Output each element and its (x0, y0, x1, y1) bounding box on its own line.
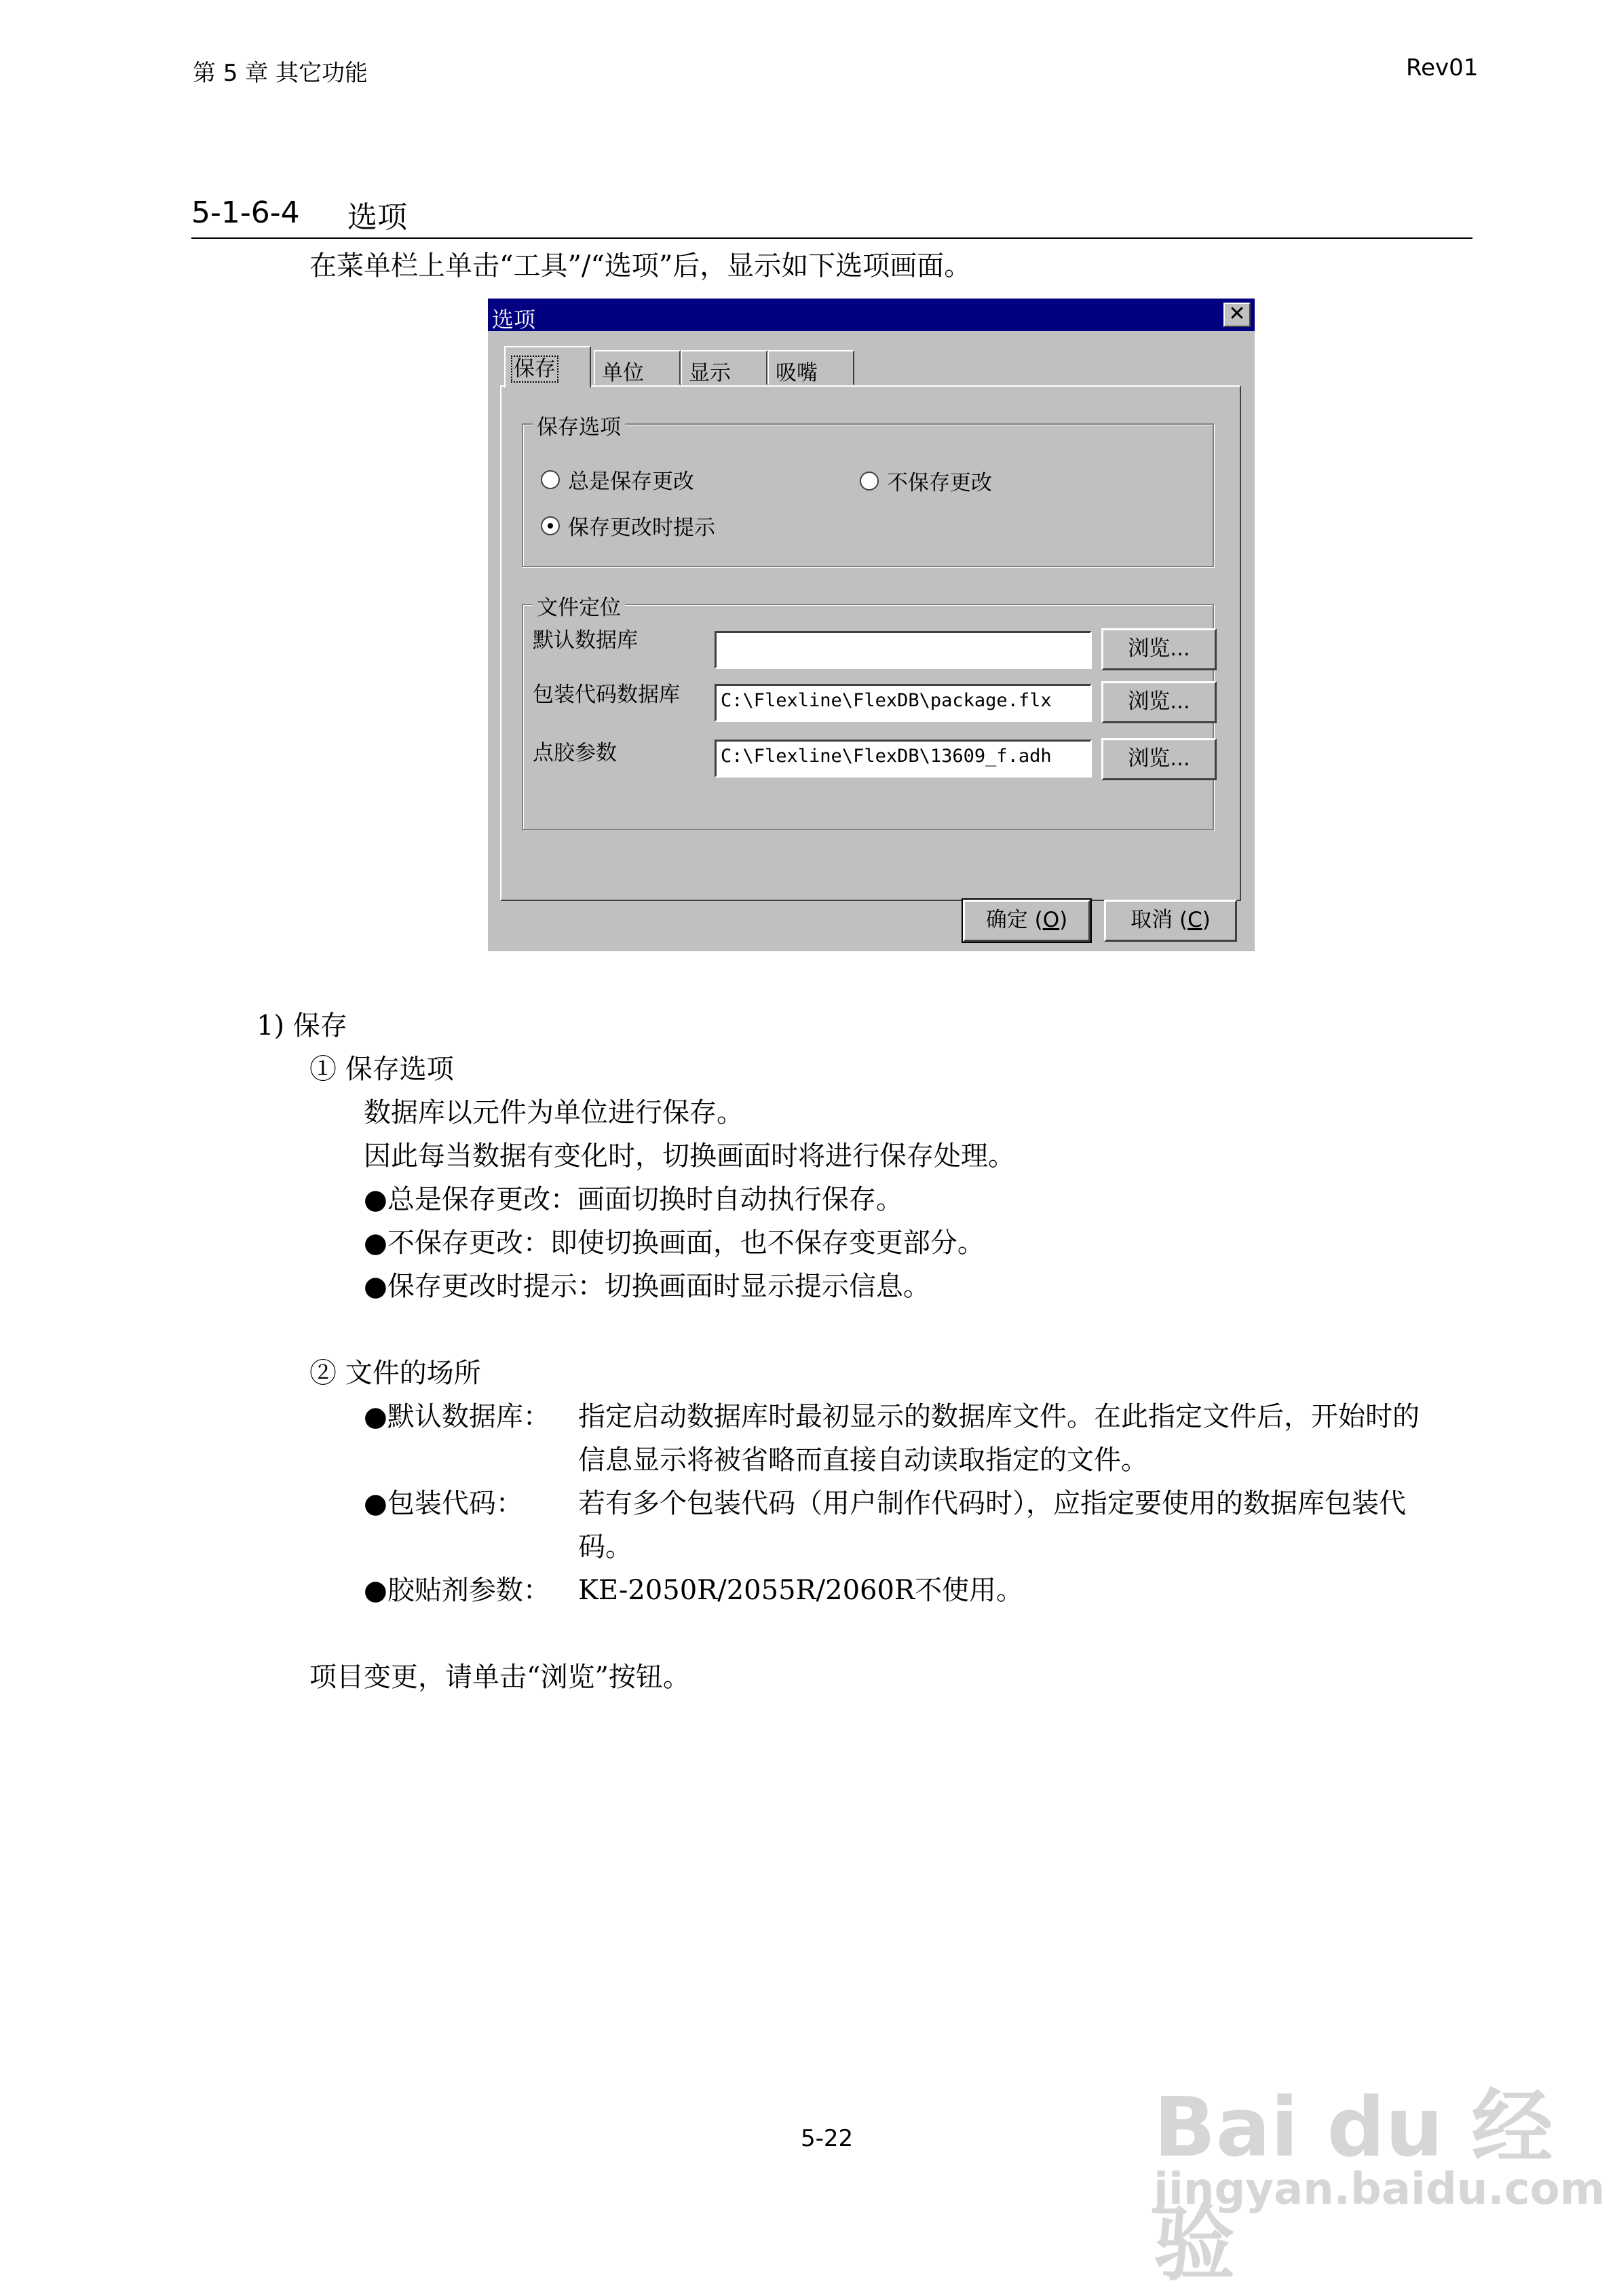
tab-nozzle[interactable]: 吸嘴 (767, 350, 854, 385)
package-db-label: 包装代码数据库 (533, 683, 680, 707)
file-location-group (522, 596, 1214, 830)
item-1-heading: 1) 保存 (256, 1010, 347, 1041)
def-desc-line: KE-2050R/2055R/2060R不使用。 (578, 1575, 1024, 1606)
def-term-package-code: ●包装代码： (364, 1488, 523, 1519)
def-term-adhesive: ●胶贴剂参数： (364, 1575, 550, 1606)
file-location-legend: 文件定位 (533, 590, 625, 621)
radio-never-save[interactable]: 不保存更改 (860, 465, 992, 496)
close-button[interactable] (1223, 303, 1251, 327)
browse-package-db-button[interactable]: 浏览... (1101, 681, 1217, 723)
radio-prompt-save[interactable]: 保存更改时提示 (541, 510, 715, 541)
options-dialog (488, 299, 1255, 951)
default-db-label: 默认数据库 (533, 628, 638, 653)
revision-label: Rev01 (1406, 54, 1479, 81)
watermark-logo: Bai du 经验 (1154, 2081, 1553, 2292)
radio-icon (860, 472, 879, 491)
save-options-group (522, 415, 1214, 567)
radio-selected-icon (541, 516, 560, 535)
section-number: 5-1-6-4 (191, 195, 300, 230)
cancel-button[interactable]: 取消 (C) (1104, 900, 1237, 942)
def-desc-line: 若有多个包装代码（用户制作代码时），应指定要使用的数据库包装代 (578, 1488, 1406, 1519)
browse-default-db-button[interactable]: 浏览... (1101, 628, 1217, 670)
def-desc-line: 码。 (578, 1531, 632, 1563)
page-number: 5-22 (801, 2125, 854, 2152)
sub-1-line: 因此每当数据有变化时，切换画面时将进行保存处理。 (364, 1141, 1015, 1172)
bullet-always-save: ●总是保存更改：画面切换时自动执行保存。 (364, 1184, 903, 1215)
bullet-never-save: ●不保存更改：即使切换画面，也不保存变更部分。 (364, 1227, 985, 1259)
default-db-field[interactable] (715, 631, 1092, 669)
radio-icon (541, 470, 560, 489)
package-db-field[interactable]: C:\Flexline\FlexDB\package.flx (715, 684, 1092, 722)
tab-units[interactable]: 单位 (594, 350, 681, 385)
radio-always-save[interactable]: 总是保存更改 (541, 464, 694, 495)
browse-dispense-params-button[interactable]: 浏览... (1101, 738, 1217, 780)
chapter-header: 第 5 章 其它功能 (193, 60, 368, 87)
section-rule (191, 237, 1472, 239)
def-term-default-db: ●默认数据库： (364, 1401, 550, 1432)
tab-display[interactable]: 显示 (681, 350, 767, 385)
sub-2-heading: ② 文件的场所 (309, 1358, 481, 1389)
sub-1-heading: ① 保存选项 (309, 1054, 454, 1085)
ok-button[interactable]: 确定 (O) (963, 900, 1090, 942)
dispense-params-field[interactable]: C:\Flexline\FlexDB\13609_f.adh (715, 740, 1092, 778)
dialog-title: 选项 (492, 307, 536, 332)
dispense-params-label: 点胶参数 (533, 741, 617, 765)
close-icon: ✕ (1228, 302, 1246, 326)
bullet-prompt-save: ●保存更改时提示：切换画面时显示提示信息。 (364, 1271, 930, 1302)
def-desc-line: 信息显示将被省略而直接自动读取指定的文件。 (578, 1444, 1148, 1476)
intro-text: 在菜单栏上单击“工具”/“选项”后，显示如下选项画面。 (309, 250, 972, 282)
footer-note: 项目变更，请单击“浏览”按钮。 (309, 1662, 690, 1693)
tab-panel-save (500, 385, 1241, 901)
sub-1-line: 数据库以元件为单位进行保存。 (364, 1097, 744, 1128)
tab-save[interactable]: 保存 (504, 346, 591, 388)
save-options-legend: 保存选项 (533, 410, 625, 440)
dialog-titlebar (488, 299, 1255, 331)
section-title: 选项 (347, 200, 407, 235)
def-desc-line: 指定启动数据库时最初显示的数据库文件。在此指定文件后，开始时的 (578, 1401, 1420, 1432)
watermark-url: jingyan.baidu.com (1154, 2164, 1606, 2215)
